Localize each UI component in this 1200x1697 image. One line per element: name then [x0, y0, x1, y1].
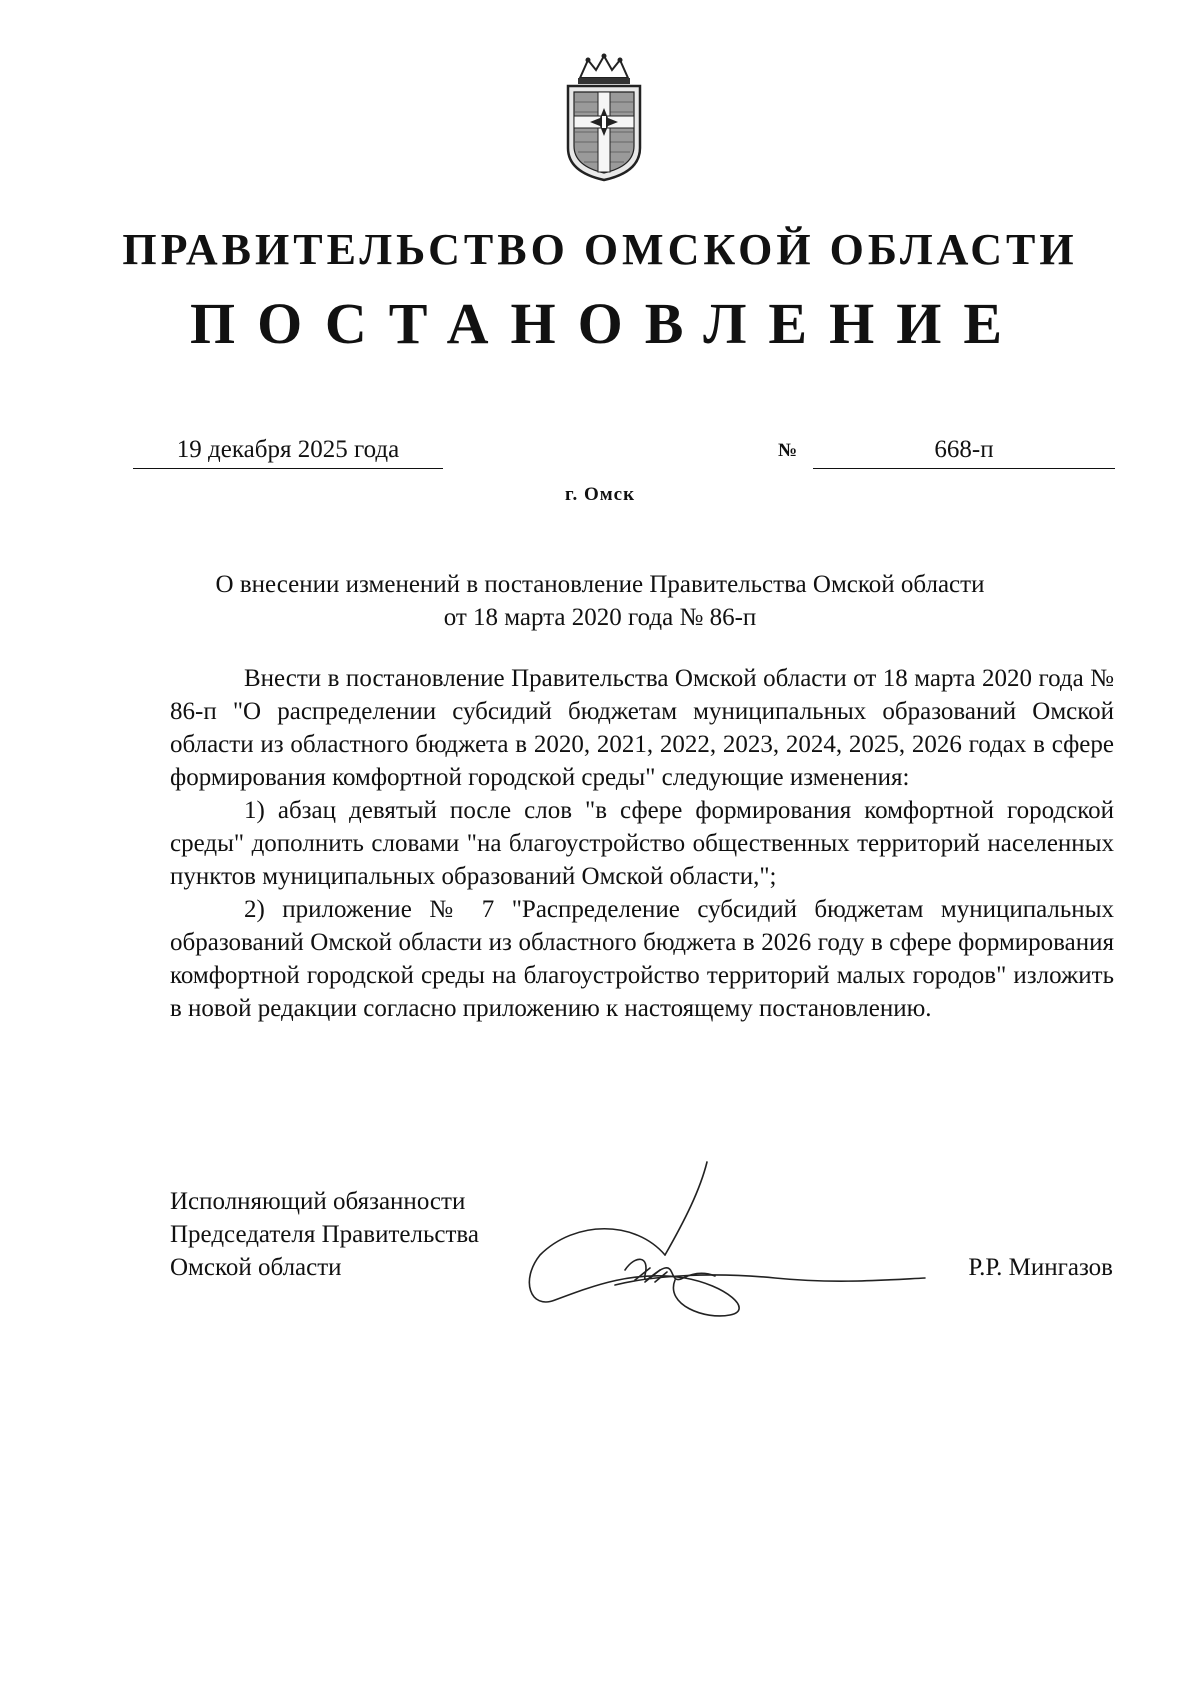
body-paragraph: Внести в постановление Правительства Омской области от 18 марта 2020 года № 86-п "О распределении субсидий бюджетам муниципальных образований Омской области из областного бюджета в 2020, 2021, 2022, 2023, 2024, 2025, 2026 годах в сфере формирования комфортной городской среды" следующие изменения:	[170, 665, 1114, 791]
subject-line-1: О внесении изменений в постановление Правительства Омской области	[215, 571, 985, 598]
number-sign: №	[778, 440, 798, 461]
document-body	[170, 662, 1114, 1025]
body-paragraph: 2) приложение № 7 "Распределение субсидий бюджетам муниципальных образований Омской области из областного бюджета в 2026 году в сфере формирования комфортной городской среды на благоустройство территорий малых городов" изложить в новой редакции согласно приложению к настоящему постановлению.	[170, 896, 1114, 1022]
subject-line-2: от 18 марта 2020 года № 86-п	[443, 604, 757, 631]
handwritten-signature	[515, 1160, 935, 1320]
document-city: г. Омск	[564, 484, 636, 505]
signatory-role-line: Исполняющий обязанности	[170, 1188, 466, 1215]
body-paragraph: 1) абзац девятый после слов "в сфере формирования комфортной городской среды" дополнить словами "на благоустройство общественных территорий населенных пунктов муниципальных образований Омской области,";	[170, 797, 1114, 890]
signatory-role-line: Омской области	[170, 1254, 342, 1281]
signatory-role-line: Председателя Правительства	[170, 1221, 479, 1248]
signatory-name: Р.Р. Мингазов	[968, 1254, 1113, 1281]
document-number: 668-п	[813, 432, 1115, 469]
document-subject	[170, 568, 1030, 634]
signatory-role	[170, 1185, 479, 1284]
government-title: ПРАВИТЕЛЬСТВО ОМСКОЙ ОБЛАСТИ	[122, 225, 1078, 274]
document-date: 19 декабря 2025 года	[133, 432, 443, 469]
document-type-title: ПОСТАНОВЛЕНИЕ	[189, 291, 1025, 356]
coat-of-arms-icon	[558, 52, 650, 184]
